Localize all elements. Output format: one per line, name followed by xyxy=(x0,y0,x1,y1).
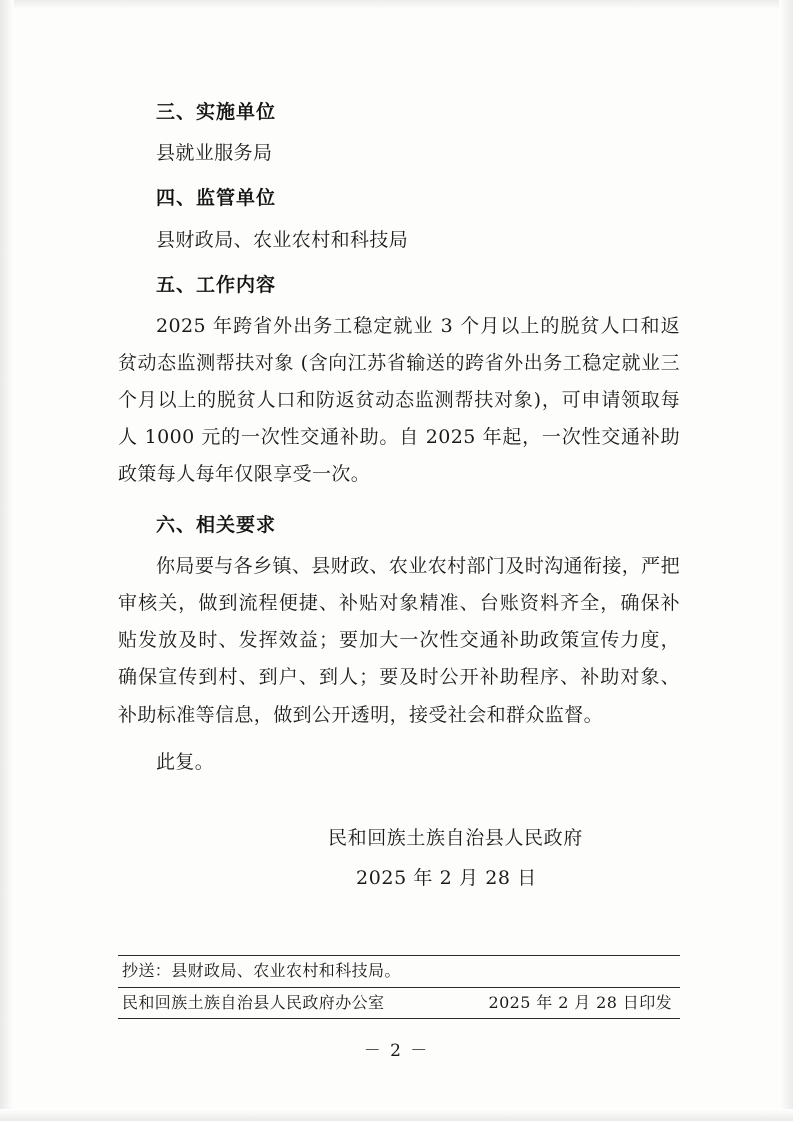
page-edge-left xyxy=(0,0,14,1121)
footer-copy-to: 抄送：县财政局、农业农村和科技局。 xyxy=(122,961,401,980)
signature-issuer: 民和回族土族自治县人民政府 xyxy=(328,826,583,849)
section-paragraph-3-1: 县就业服务局 xyxy=(156,142,273,165)
signature-date: 2025 年 2 月 28 日 xyxy=(356,866,537,889)
section-heading-4: 四、监管单位 xyxy=(156,187,277,210)
page-edge-top xyxy=(0,0,793,10)
footer-print-date: 2025 年 2 月 28 日印发 xyxy=(488,992,672,1012)
footer-office-row xyxy=(118,988,680,1019)
footer-copy-to-row xyxy=(118,956,680,987)
section-heading-5: 五、工作内容 xyxy=(156,273,277,296)
footer-rule-bottom xyxy=(118,1018,680,1019)
page-number: － 2 － xyxy=(363,1041,430,1061)
document-footer xyxy=(118,955,680,1019)
page-edge-right xyxy=(779,0,793,1121)
footer-office: 民和回族土族自治县人民政府办公室 xyxy=(122,992,385,1012)
section-heading-3: 三、实施单位 xyxy=(156,101,277,123)
section-paragraph-5-1: 2025 年跨省外出务工稳定就业 3 个月以上的脱贫人口和返贫动态监测帮扶对象 (含向江苏省输送的跨省外出务工稳定就业三个月以上的脱贫人口和防返贫动态监测帮扶对象)，可申请领取每人 1000 元的一次性交通补助。自 2025 年起，一次性交通补助政策每人每年仅限享受一次。 xyxy=(118,314,680,486)
section-paragraph-4-1: 县财政局、农业农村和科技局 xyxy=(156,228,409,251)
section-paragraph-6-2: 此复。 xyxy=(156,750,215,773)
section-heading-6: 六、相关要求 xyxy=(156,514,277,537)
section-paragraph-6-1: 你局要与各乡镇、县财政、农业农村部门及时沟通衔接，严把审核关，做到流程便捷、补贴对象精准、台账资料齐全，确保补贴发放及时、发挥效益；要加大一次性交通补助政策宣传力度，确保宣传到村、到户、到人；要及时公开补助程序、补助对象、补助标准等信息，做到公开透明，接受社会和群众监督。 xyxy=(118,555,680,726)
document-body xyxy=(118,96,680,898)
signature-block xyxy=(118,819,680,899)
page-edge-bottom xyxy=(0,1109,793,1121)
